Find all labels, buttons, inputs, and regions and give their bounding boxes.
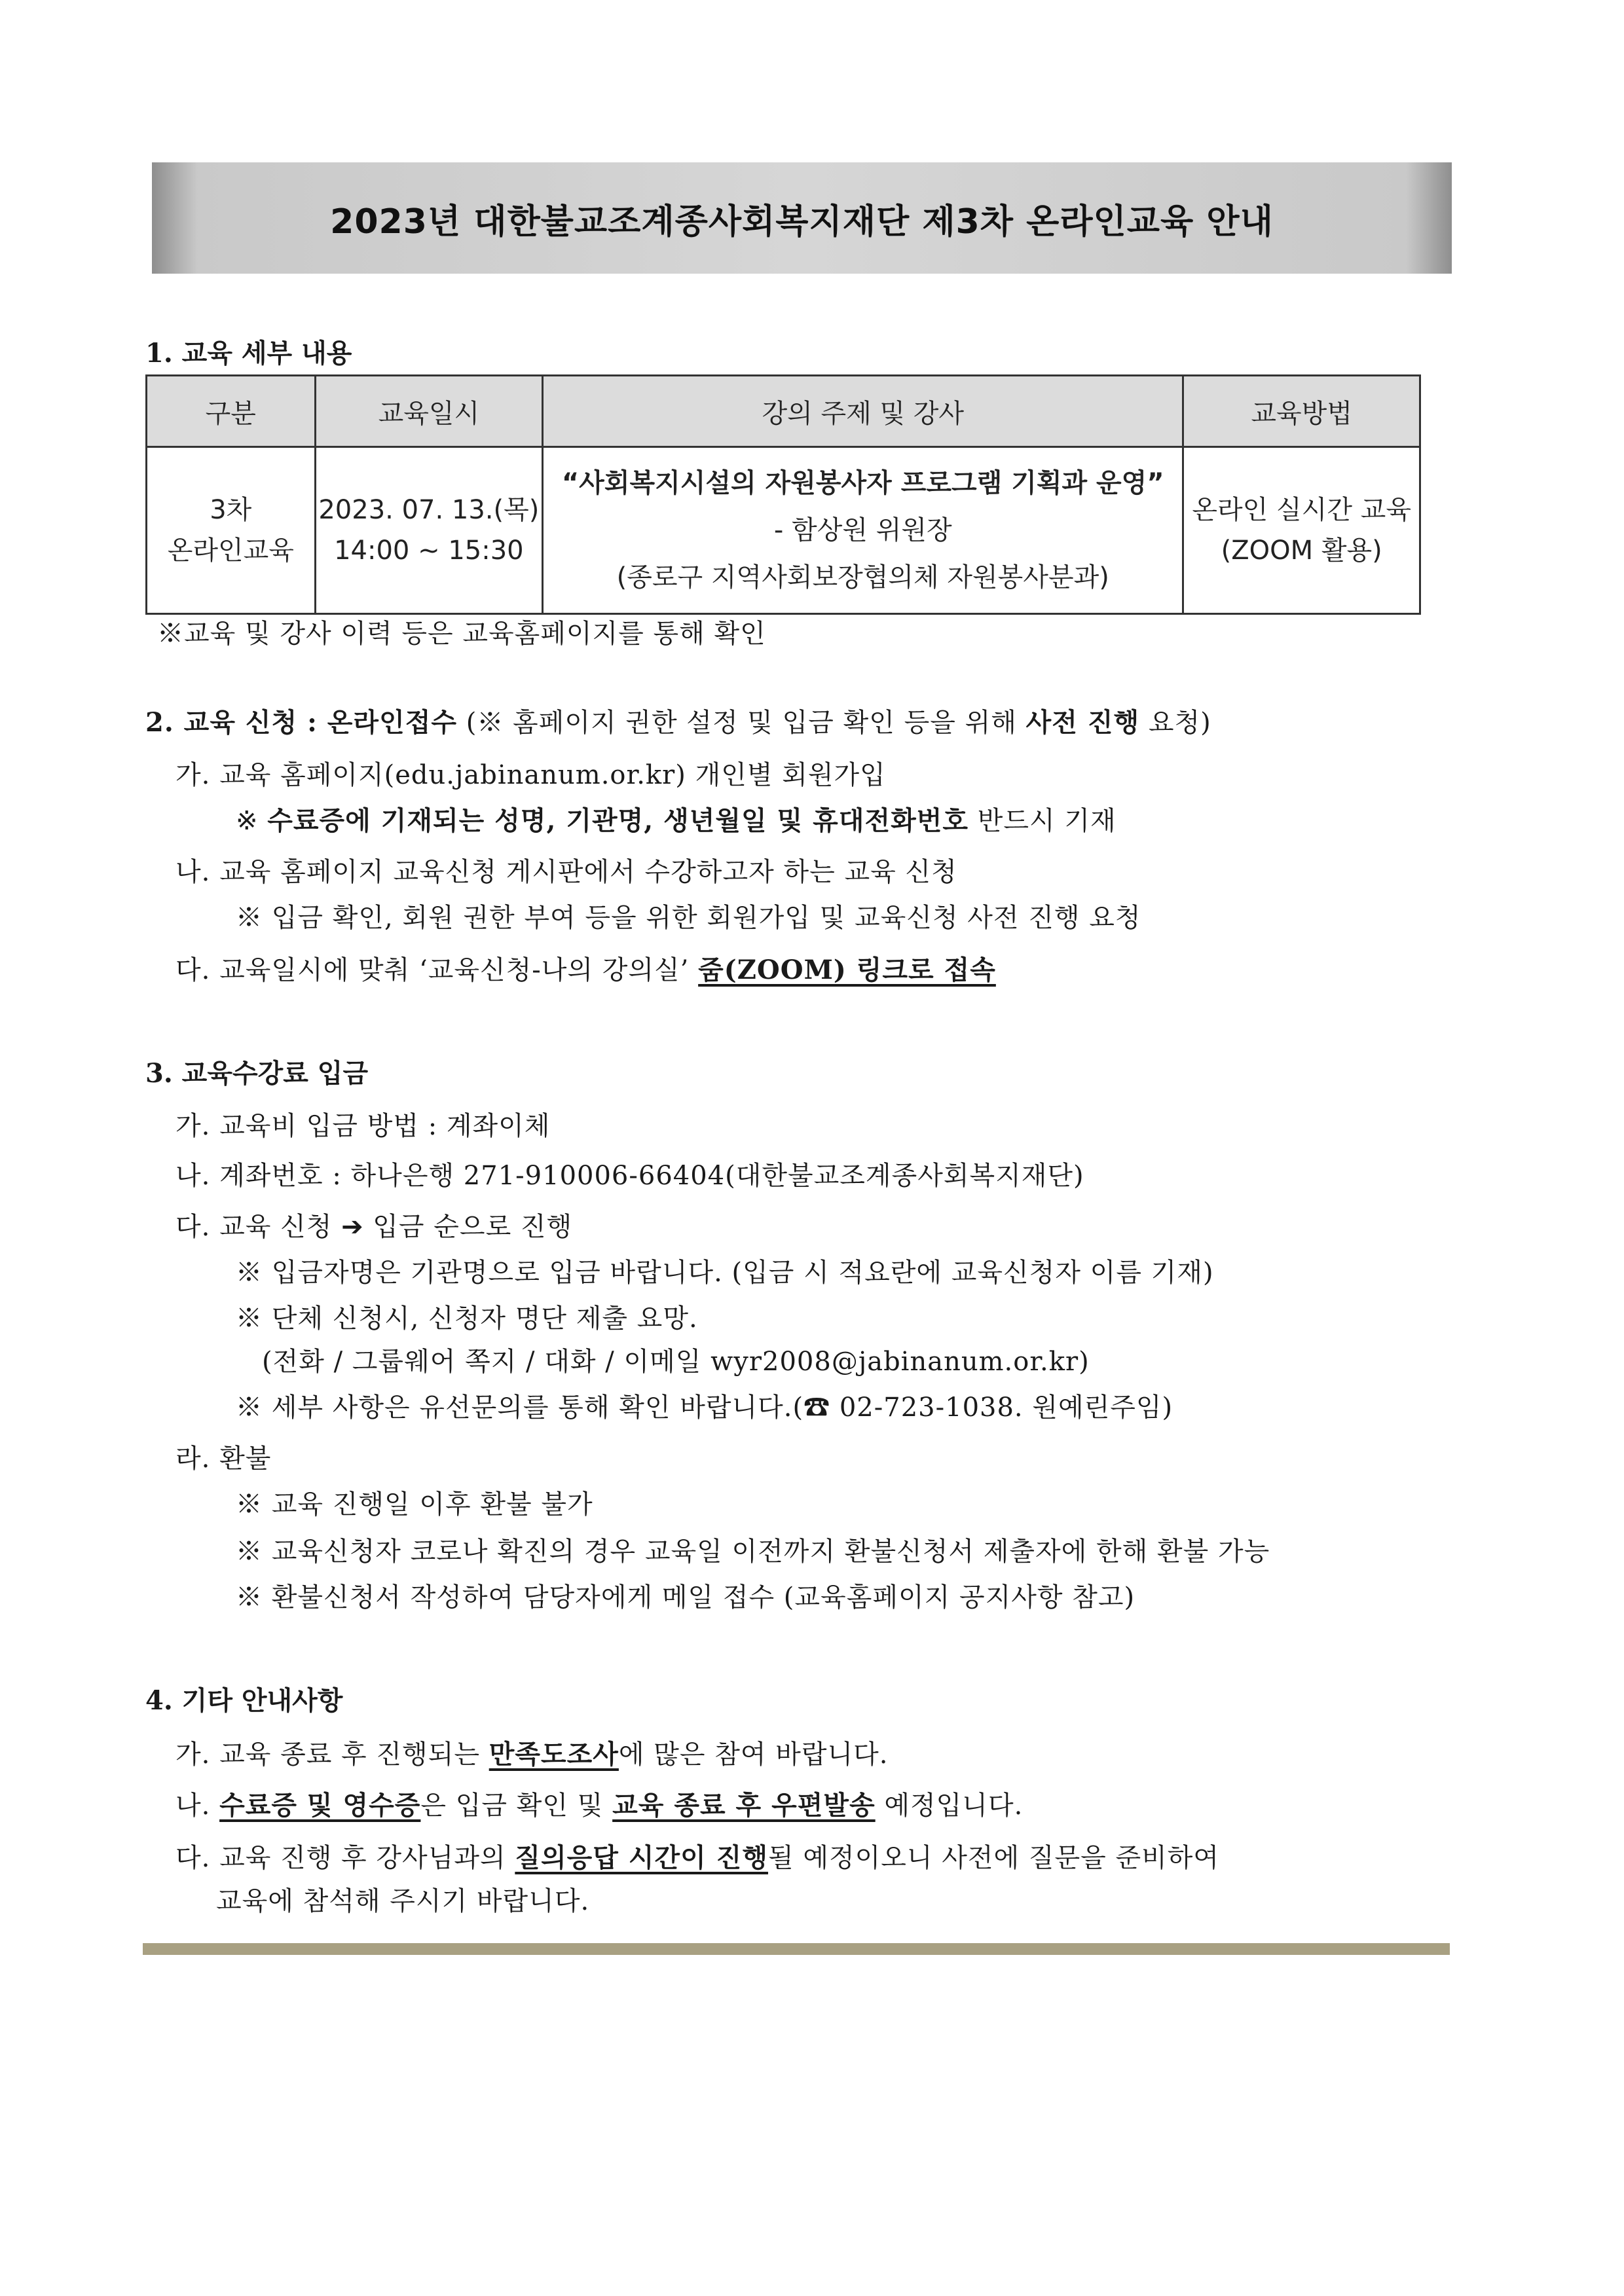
table-header: 교육방법 — [1183, 376, 1420, 447]
item-text: 에 많은 참여 바랍니다. — [618, 1740, 889, 1770]
section2-item-na-note: ※ 입금 확인, 회원 권한 부여 등을 위한 회원가입 및 교육신청 사전 진행 요청 — [236, 903, 1141, 933]
table-header: 강의 주제 및 강사 — [543, 376, 1183, 447]
section3-note: (전화 / 그룹웨어 쪽지 / 대화 / 이메일 wyr2008@jabinanum.or.kr) — [262, 1347, 1090, 1377]
datetime-cell — [315, 447, 543, 614]
arrow-right-icon: ➔ — [341, 1212, 364, 1242]
education-details-table — [145, 374, 1421, 615]
section3-item-da — [175, 1206, 572, 1243]
section1-heading: 1. 교육 세부 내용 — [145, 338, 352, 369]
lecturer-affiliation: (종로구 지역사회보장협의체 자원봉사분과) — [616, 562, 1109, 592]
table-header: 교육일시 — [315, 376, 543, 447]
item-text: 나. — [175, 1791, 220, 1821]
section2-heading — [145, 702, 1211, 739]
section4-item-ga — [175, 1734, 889, 1771]
section2-heading-pre: 2. 교육 신청 : — [145, 707, 327, 738]
item-text: 될 예정이오니 사전에 질문을 준비하여 — [767, 1843, 1220, 1873]
table-header: 구분 — [147, 376, 316, 447]
section4-item-da — [175, 1837, 1219, 1874]
section2-heading-post: 요청) — [1139, 708, 1211, 738]
section3-item-ga: 가. 교육비 입금 방법 : 계좌이체 — [175, 1111, 551, 1141]
qa-session-text: 질의응답 시간이 진행 — [515, 1842, 768, 1873]
category-cell — [147, 447, 316, 614]
certificate-text: 수료증 및 영수증 — [219, 1790, 421, 1821]
refund-note: ※ 교육신청자 코로나 확진의 경우 교육일 이전까지 환불신청서 제출자에 한해 환불 가능 — [236, 1537, 1270, 1567]
section2-item-na: 나. 교육 홈페이지 교육신청 게시판에서 수강하고자 하는 교육 신청 — [175, 857, 957, 887]
section3-note: ※ 단체 신청시, 신청자 명단 제출 요망. — [236, 1303, 698, 1334]
survey-text: 만족도조사 — [489, 1739, 619, 1770]
section2-heading-bold: 온라인접수 — [327, 707, 457, 738]
table-header-row — [147, 376, 1420, 447]
section3-item-ra: 라. 환불 — [175, 1444, 272, 1474]
topic-cell — [543, 447, 1183, 614]
item-text: 다. 교육 진행 후 강사님과의 — [175, 1843, 515, 1873]
method-line: (ZOOM 활용) — [1221, 536, 1382, 566]
section2-item-da — [175, 949, 996, 987]
refund-note: ※ 교육 진행일 이후 환불 불가 — [236, 1489, 593, 1520]
section2-heading-mid: (※ 홈페이지 권한 설정 및 입금 확인 등을 위해 — [457, 708, 1026, 738]
refund-note: ※ 환불신청서 작성하여 담당자에게 메일 접수 (교육홈페이지 공지사항 참고) — [236, 1582, 1135, 1613]
bottom-divider — [143, 1943, 1450, 1955]
section3-note: ※ 입금자명은 기관명으로 입금 바랍니다. (입금 시 적요란에 교육신청자 이름 기재) — [236, 1258, 1214, 1288]
note-mark: ※ — [236, 806, 268, 836]
section4-item-na — [175, 1785, 1023, 1822]
method-line: 온라인 실시간 교육 — [1192, 495, 1411, 525]
item-text: 가. 교육 종료 후 진행되는 — [175, 1740, 489, 1770]
lecturer-name: - 함상원 위원장 — [773, 515, 952, 545]
item-text: 은 입금 확인 및 — [420, 1791, 613, 1821]
mailing-text: 교육 종료 후 우편발송 — [612, 1790, 876, 1821]
required-fields-text: 수료증에 기재되는 성명, 기관명, 생년월일 및 휴대전화번호 — [267, 805, 969, 836]
category-line: 3차 — [210, 495, 252, 525]
section4-item-da-cont: 교육에 참석해 주시기 바랍니다. — [216, 1886, 590, 1916]
item-text: 입금 순으로 진행 — [363, 1212, 573, 1242]
method-cell — [1183, 447, 1420, 614]
table-row — [147, 447, 1420, 614]
section2-item-ga-note — [236, 800, 1116, 837]
section3-heading: 3. 교육수강료 입금 — [145, 1058, 369, 1089]
section4-heading: 4. 기타 안내사항 — [145, 1685, 343, 1716]
section3-note: ※ 세부 사항은 유선문의를 통해 확인 바랍니다.(☎ 02-723-1038. 원예린주임) — [236, 1393, 1173, 1423]
zoom-link-text: 줌(ZOOM) 링크로 접속 — [698, 955, 996, 985]
time-text: 14:00 ~ 15:30 — [334, 536, 524, 566]
date-text: 2023. 07. 13.(목) — [318, 495, 540, 525]
section2-heading-bold2: 사전 진행 — [1025, 707, 1140, 738]
note-suffix: 반드시 기재 — [969, 806, 1116, 836]
item-text: 다. 교육 신청 — [175, 1212, 342, 1242]
item-text: 다. 교육일시에 맞춰 ‘교육신청-나의 강의실’ — [175, 955, 699, 985]
section2-item-ga: 가. 교육 홈페이지(edu.jabinanum.or.kr) 개인별 회원가입 — [175, 760, 886, 790]
category-line: 온라인교육 — [167, 536, 294, 566]
topic-title: “사회복지시설의 자원봉사자 프로그램 기획과 운영” — [561, 468, 1164, 498]
section1-note: ※교육 및 강사 이력 등은 교육홈페이지를 통해 확인 — [157, 619, 766, 649]
page-title: 2023년 대한불교조계종사회복지재단 제3차 온라인교육 안내 — [330, 202, 1274, 242]
item-text: 예정입니다. — [875, 1791, 1024, 1821]
section3-item-na: 나. 계좌번호 : 하나은행 271-910006-66404(대한불교조계종사회복지재단) — [175, 1161, 1084, 1191]
title-banner — [152, 162, 1452, 274]
